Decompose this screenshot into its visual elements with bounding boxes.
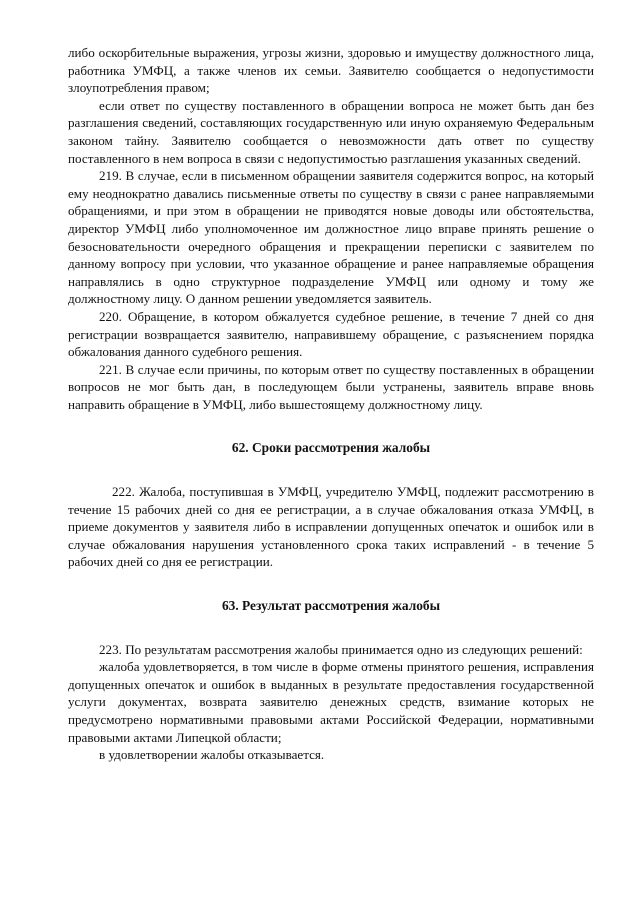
section-62-heading: 62. Сроки рассмотрения жалобы (231, 440, 431, 456)
paragraph-219: 219. В случае, если в письменном обращении заявителя содержится вопрос, на который ему неоднократно давались письменные ответы по существу в связи с ранее направляемыми обращениями, и при этом в обращении не приводятся новые доводы или обстоятельства, директор УМФЦ либо уполномоченное им должностное лицо вправе принять решение о безосновательности очередного обращения и прекращении переписки с заявителем по данному вопросу при условии, что указанное обращение и ранее направляемые обращения направлялись в одно структурное подразделение УМФЦ или одному и тому же должностному лицу. О данном решении уведомляется заявитель. (68, 168, 594, 307)
paragraph-complaint-rejected: в удовлетворении жалобы отказывается. (99, 747, 325, 763)
paragraph-complaint-satisfied: жалоба удовлетворяется, в том числе в форме отмены принятого решения, исправления допущенных опечаток и ошибок в выданных в результате предоставления государственной услуги документах, возврата заявителю денежных средств, взимание которых не предусмотрено нормативными правовыми актами Российской Федерации, нормативными правовыми актами Липецкой области; (68, 659, 594, 745)
paragraph-220: 220. Обращение, в котором обжалуется судебное решение, в течение 7 дней со дня регистрации возвращается заявителю, направившему обращение, с разъяснением порядка обжалования данного судебного решения. (68, 308, 594, 360)
paragraph-222: 222. Жалоба, поступившая в УМФЦ, учредителю УМФЦ, подлежит рассмотрению в течение 15 рабочих дней со дня ее регистрации, а в случае обжалования отказа УМФЦ, в приеме документов у заявителя либо в исправлении допущенных опечаток и ошибок или в случае обжалования нарушения установленного срока таких исправлений - в течение 5 рабочих дней со дня ее регистрации. (68, 484, 594, 570)
paragraph-secret-info: если ответ по существу поставленного в обращении вопроса не может быть дан без разглашения сведений, составляющих государственную или иную охраняемую Федеральным законом тайну. Заявителю сообщается о невозможности дать ответ по существу поставленного в нем вопроса в связи с недопустимостью разглашения указанных сведений. (68, 97, 594, 166)
document-page (68, 44, 594, 764)
section-63-heading: 63. Результат рассмотрения жалобы (221, 598, 441, 614)
paragraph-223: 223. По результатам рассмотрения жалобы принимается одно из следующих решений: (99, 641, 583, 657)
paragraph-continuation: либо оскорбительные выражения, угрозы жизни, здоровью и имуществу должностного лица, работника УМФЦ, а также членов их семьи. Заявителю сообщается о недопустимости злоупотребления правом; (68, 45, 594, 96)
paragraph-221: 221. В случае если причины, по которым ответ по существу поставленных в обращении вопросов не мог быть дан, в последующем были устранены, заявитель вправе вновь направить обращение в УМФЦ, либо вышестоящему должностному лицу. (68, 361, 594, 412)
